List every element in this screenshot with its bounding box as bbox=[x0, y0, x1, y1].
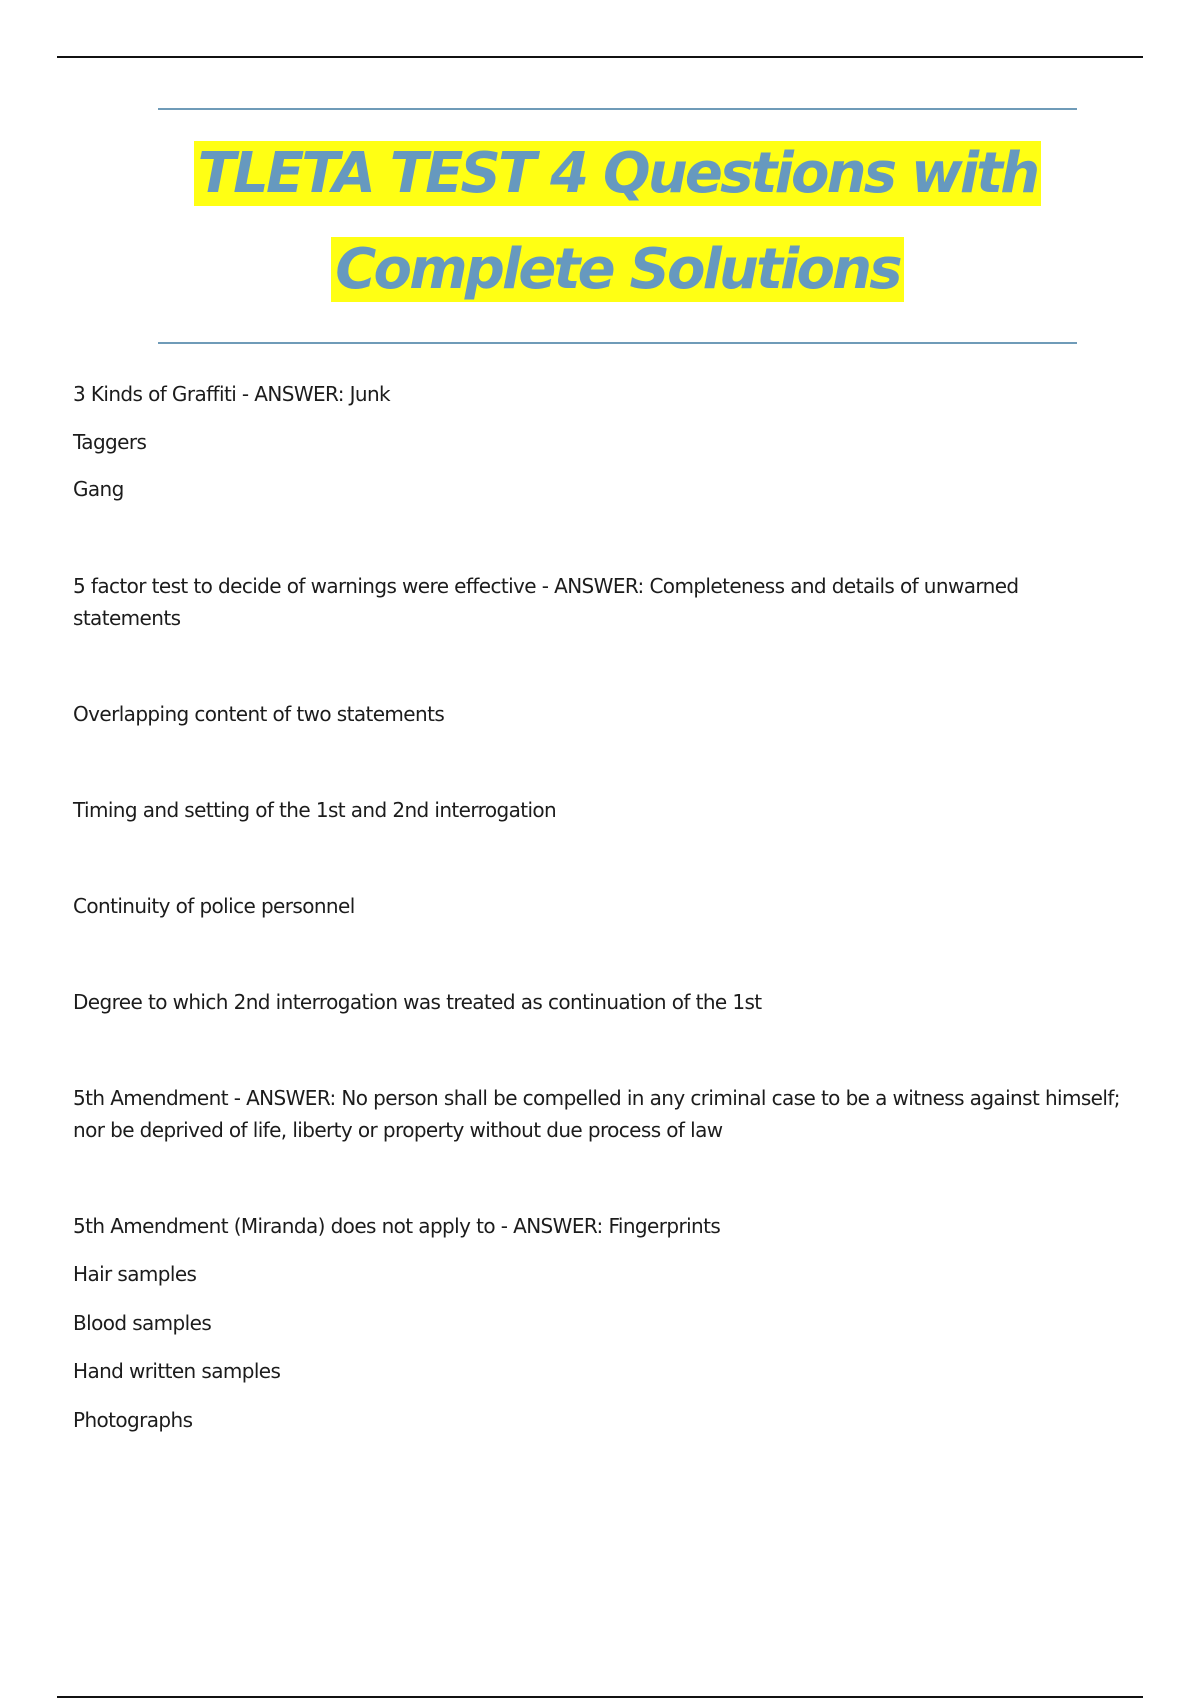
title-top-rule bbox=[158, 108, 1077, 110]
page-header-rule bbox=[57, 56, 1143, 58]
answer-line-hand-written-samples: Hand written samples bbox=[73, 1359, 281, 1383]
answer-line-gang: Gang bbox=[73, 477, 124, 501]
answer-line-overlapping-content: Overlapping content of two statements bbox=[73, 702, 445, 726]
document-title-line-2 bbox=[158, 226, 1077, 314]
document-title-line-1 bbox=[158, 130, 1077, 218]
title-highlight-2: Complete Solutions bbox=[331, 237, 904, 302]
question-fifth-amendment-cont: nor be deprived of life, liberty or property without due process of law bbox=[73, 1118, 723, 1142]
title-block bbox=[158, 108, 1077, 345]
question-five-factor-test-cont: statements bbox=[73, 606, 181, 630]
answer-line-degree: Degree to which 2nd interrogation was treated as continuation of the 1st bbox=[73, 990, 762, 1014]
question-miranda-exceptions: 5th Amendment (Miranda) does not apply to - ANSWER: Fingerprints bbox=[73, 1214, 721, 1238]
question-five-factor-test: 5 factor test to decide of warnings were effective - ANSWER: Completeness and details of unwarned bbox=[73, 574, 1019, 598]
answer-line-photographs: Photographs bbox=[73, 1408, 193, 1432]
question-fifth-amendment: 5th Amendment - ANSWER: No person shall be compelled in any criminal case to be a witness against himself; bbox=[73, 1086, 1120, 1110]
title-highlight-1: TLETA TEST 4 Questions with bbox=[194, 141, 1042, 206]
question-graffiti: 3 Kinds of Graffiti - ANSWER: Junk bbox=[73, 382, 391, 406]
answer-line-blood-samples: Blood samples bbox=[73, 1311, 212, 1335]
page-footer-rule bbox=[57, 1696, 1143, 1698]
answer-line-taggers: Taggers bbox=[73, 430, 147, 454]
answer-line-timing-setting: Timing and setting of the 1st and 2nd interrogation bbox=[73, 798, 557, 822]
title-bottom-rule bbox=[158, 342, 1077, 344]
answer-line-continuity: Continuity of police personnel bbox=[73, 894, 355, 918]
answer-line-hair-samples: Hair samples bbox=[73, 1262, 197, 1286]
